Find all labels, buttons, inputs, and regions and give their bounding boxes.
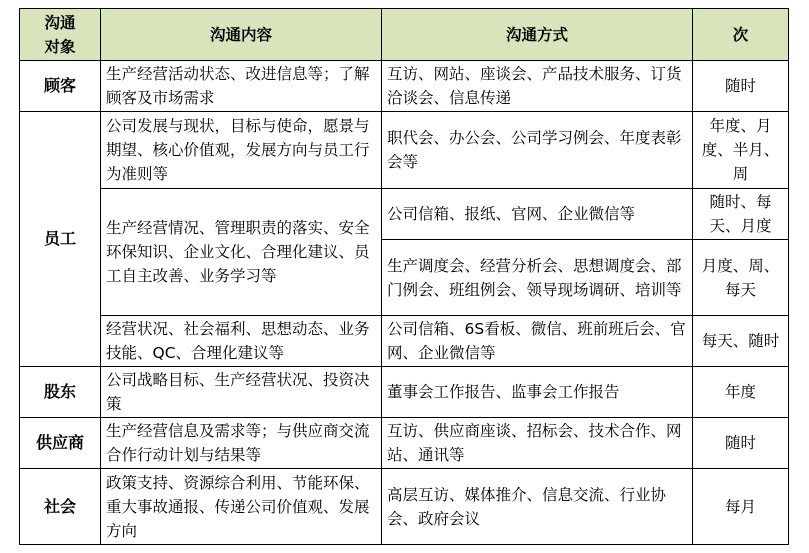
frequency-cell: 随时	[693, 61, 789, 112]
content-cell: 公司战略目标、生产经营状况、投资决策	[101, 367, 382, 418]
table-row	[20, 367, 789, 418]
table-row	[20, 316, 789, 367]
table-row	[20, 61, 789, 112]
content-cell: 经营状况、社会福利、思想动态、业务技能、QC、合理化建议等	[101, 316, 382, 367]
method-cell: 互访、供应商座谈、招标会、技术合作、网站、通讯等	[382, 418, 693, 469]
header-content: 沟通内容	[101, 9, 382, 61]
table-row	[20, 189, 789, 240]
method-cell: 职代会、办公会、公司学习例会、年度表彰会等	[382, 112, 693, 189]
frequency-cell: 随时	[693, 418, 789, 469]
header-row	[20, 9, 789, 61]
frequency-cell: 随时、每天、月度	[693, 189, 789, 240]
frequency-cell: 每月	[693, 469, 789, 545]
communication-table	[19, 8, 789, 545]
content-cell: 生产经营情况、管理职责的落实、安全环保知识、企业文化、合理化建议、员工自主改善、业务学习等	[101, 189, 382, 316]
method-cell: 生产调度会、经营分析会、思想调度会、部门例会、班组例会、领导现场调研、培训等	[382, 240, 693, 316]
method-cell: 高层互访、媒体推介、信息交流、行业协会、政府会议	[382, 469, 693, 545]
frequency-cell: 年度、月度、半月、周	[693, 112, 789, 189]
object-cell-shareholder: 股东	[20, 367, 101, 418]
object-cell-society: 社会	[20, 469, 101, 545]
content-cell: 政策支持、资源综合利用、节能环保、重大事故通报、传递公司价值观、发展方向	[101, 469, 382, 545]
object-cell-customer: 顾客	[20, 61, 101, 112]
method-cell: 公司信箱、6S看板、微信、班前班后会、官网、企业微信等	[382, 316, 693, 367]
method-cell: 公司信箱、报纸、官网、企业微信等	[382, 189, 693, 240]
frequency-cell: 年度	[693, 367, 789, 418]
header-object-text: 沟通 对象	[44, 13, 76, 56]
frequency-cell: 月度、周、每天	[693, 240, 789, 316]
header-frequency: 次	[693, 9, 789, 61]
object-cell-supplier: 供应商	[20, 418, 101, 469]
table-row	[20, 418, 789, 469]
communication-table-wrapper	[19, 8, 789, 545]
table-row	[20, 469, 789, 545]
table-row	[20, 112, 789, 189]
object-cell-employee: 员工	[20, 112, 101, 367]
content-cell: 生产经营信息及需求等；与供应商交流合作行动计划与结果等	[101, 418, 382, 469]
header-method: 沟通方式	[382, 9, 693, 61]
method-cell: 互访、网站、座谈会、产品技术服务、订货洽谈会、信息传递	[382, 61, 693, 112]
method-cell: 董事会工作报告、监事会工作报告	[382, 367, 693, 418]
header-object	[20, 9, 101, 61]
frequency-cell: 每天、随时	[693, 316, 789, 367]
content-cell: 公司发展与现状，目标与使命，愿景与期望、核心价值观，发展方向与员工行为准则等	[101, 112, 382, 189]
content-cell: 生产经营活动状态、改进信息等；了解顾客及市场需求	[101, 61, 382, 112]
